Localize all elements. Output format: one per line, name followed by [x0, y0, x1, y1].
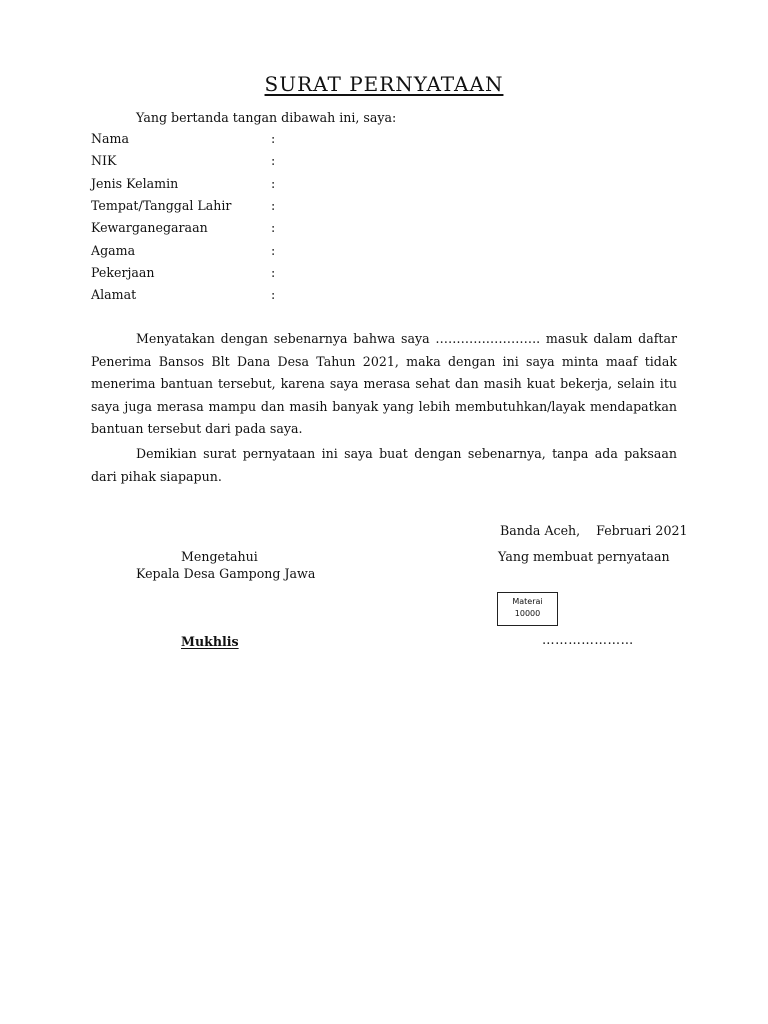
- field-colon: :: [271, 287, 276, 303]
- stamp-value: 10000: [514, 609, 541, 618]
- date: Februari 2021: [596, 523, 688, 538]
- closing-paragraph: Demikian surat pernyataan ini saya buat dengan sebenarnya, tanpa ada paksaan dari pihak siapapun.: [91, 446, 677, 484]
- stamp-label: Materai: [512, 597, 543, 606]
- document-title: SURAT PERNYATAAN: [264, 72, 504, 96]
- field-colon: :: [271, 220, 276, 236]
- field-label: Jenis Kelamin: [91, 175, 179, 191]
- place-date: [500, 523, 687, 538]
- field-colon: :: [271, 153, 276, 169]
- field-label: Agama: [91, 242, 136, 258]
- field-label: Alamat: [91, 287, 137, 303]
- field-label: NIK: [91, 153, 117, 169]
- field-colon: :: [271, 197, 276, 213]
- maker-label: Yang membuat pernyataan: [498, 549, 670, 564]
- field-label: Kewarganegaraan: [91, 220, 208, 236]
- statement-paragraph: Menyatakan dengan sebenarnya bahwa saya ……………………. masuk dalam daftar Penerima Bansos Blt Dana Desa Tahun 2021, maka dengan ini saya minta maaf tidak menerima bantuan tersebut, karena saya merasa sehat dan masih kuat bekerja, selain itu saya juga merasa mampu dan masih banyak yang lebih membutuhkan/layak mendapatkan bantuan tersebut dari pada saya.: [91, 331, 677, 437]
- place: Banda Aceh,: [500, 523, 581, 538]
- village-head-title: Kepala Desa Gampong Jawa: [136, 566, 316, 581]
- field-colon: :: [271, 131, 276, 146]
- village-head-name: Mukhlis: [181, 634, 239, 649]
- intro-text: Yang bertanda tangan dibawah ini, saya:: [136, 110, 397, 125]
- maker-signature-line: …………………: [542, 632, 634, 647]
- field-colon: :: [271, 175, 276, 191]
- field-label: Nama: [91, 131, 129, 146]
- field-colon: :: [271, 242, 276, 258]
- field-colon: :: [271, 264, 276, 280]
- stamp-box: [497, 592, 558, 626]
- field-label: Pekerjaan: [91, 264, 155, 280]
- field-label: Tempat/Tanggal Lahir: [91, 197, 232, 213]
- known-label: Mengetahui: [181, 549, 258, 564]
